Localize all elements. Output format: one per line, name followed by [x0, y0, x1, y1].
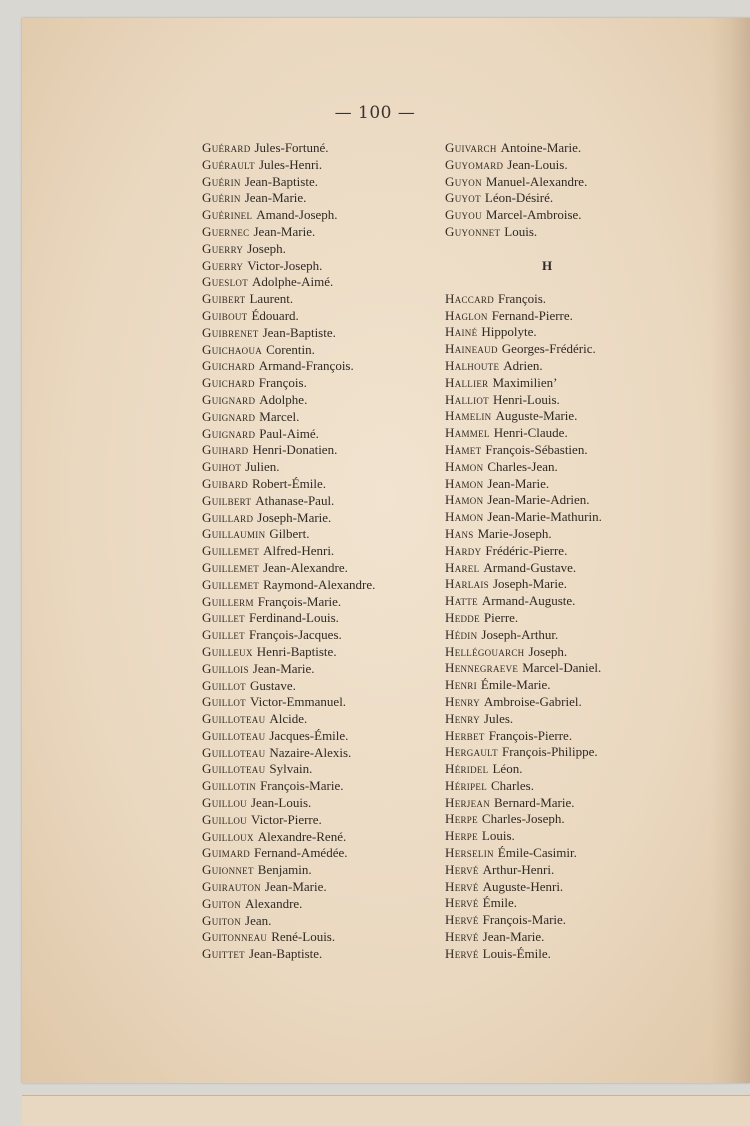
- entry-given-names: Léon.: [492, 761, 523, 777]
- name-entry: [202, 862, 437, 879]
- entry-given-names: François-Jacques.: [248, 627, 342, 643]
- entry-given-names: Joseph-Marie.: [257, 509, 332, 525]
- entry-surname: Guibrenet: [202, 324, 259, 340]
- entry-given-names: Ferdinand-Louis.: [248, 610, 339, 626]
- entry-surname: Héridel: [445, 761, 489, 777]
- name-entry: [445, 644, 685, 661]
- entry-surname: Hallier: [445, 374, 489, 390]
- name-entry: [202, 190, 437, 207]
- entry-given-names: Pierre.: [483, 609, 519, 625]
- entry-surname: Hamet: [445, 441, 482, 457]
- section-letter-h: H: [542, 257, 553, 273]
- entry-given-names: Corentin.: [266, 341, 315, 357]
- entry-given-names: Fernand-Amédée.: [254, 845, 348, 861]
- entry-given-names: Sylvain.: [269, 761, 313, 777]
- name-entry: [445, 174, 685, 191]
- name-entry: [445, 442, 685, 459]
- entry-surname: Guyot: [445, 190, 481, 206]
- entry-given-names: Henri-Louis.: [492, 391, 560, 407]
- entry-surname: Henry: [445, 693, 480, 709]
- left-column: [202, 140, 437, 963]
- name-entry: [445, 375, 685, 392]
- entry-surname: Guérinel: [202, 207, 253, 223]
- entry-surname: Hamon: [445, 475, 484, 491]
- entry-given-names: Laurent.: [249, 291, 294, 307]
- entry-given-names: Jean-Baptiste.: [248, 946, 323, 962]
- entry-given-names: Joseph-Marie.: [493, 576, 568, 592]
- name-entry: [445, 677, 685, 694]
- entry-given-names: Henri-Donatien.: [252, 442, 338, 458]
- entry-surname: Guillot: [202, 694, 246, 710]
- entry-surname: Guilbert: [202, 492, 252, 508]
- name-entry: [202, 946, 437, 963]
- entry-surname: Guilloteau: [202, 711, 266, 727]
- name-entry: [445, 543, 685, 560]
- name-entry: [445, 728, 685, 745]
- entry-given-names: Bernard-Marie.: [494, 794, 575, 810]
- entry-surname: Guiton: [202, 895, 242, 911]
- name-entry: [445, 224, 685, 241]
- name-entry: [202, 728, 437, 745]
- name-entry: [202, 409, 437, 426]
- name-entry: [445, 476, 685, 493]
- name-entry: [202, 761, 437, 778]
- name-entry: [445, 576, 685, 593]
- entry-surname: Guérin: [202, 173, 241, 189]
- name-entry: [445, 560, 685, 577]
- entry-given-names: Gilbert.: [269, 526, 310, 542]
- name-entry: [445, 744, 685, 761]
- entry-given-names: Jean-Baptiste.: [262, 324, 336, 340]
- entry-given-names: Hippolyte.: [481, 324, 537, 340]
- entry-given-names: Marie-Joseph.: [477, 525, 552, 541]
- entry-given-names: Jean-Marie.: [253, 223, 316, 239]
- entry-given-names: Antoine-Marie.: [500, 140, 582, 155]
- entry-surname: Guyon: [445, 173, 482, 189]
- entry-surname: Guiton: [202, 912, 242, 928]
- entry-surname: Guillemet: [202, 576, 260, 592]
- entry-surname: Hedde: [445, 609, 480, 625]
- entry-surname: Guernec: [202, 223, 250, 239]
- name-entry: [445, 912, 685, 929]
- name-entry: [445, 627, 685, 644]
- entry-surname: Hellégouarch: [445, 643, 525, 659]
- entry-surname: Hennegraeve: [445, 660, 519, 676]
- entry-given-names: Alcide.: [269, 711, 308, 727]
- entry-surname: Guilloteau: [202, 761, 266, 777]
- name-entry: [202, 224, 437, 241]
- entry-given-names: Frédéric-Pierre.: [485, 542, 568, 558]
- entry-surname: Henry: [445, 710, 480, 726]
- name-entry: [445, 929, 685, 946]
- name-entry: [202, 694, 437, 711]
- name-entry: [202, 594, 437, 611]
- entry-surname: Harel: [445, 559, 480, 575]
- entry-surname: Herjean: [445, 794, 490, 810]
- entry-given-names: Jean-Marie-Mathurin.: [487, 509, 602, 525]
- name-entry: [202, 207, 437, 224]
- name-entry: [202, 258, 437, 275]
- name-entry: [202, 476, 437, 493]
- name-entry: [445, 761, 685, 778]
- entry-given-names: Louis.: [504, 223, 538, 239]
- right-column-g-entries: [445, 140, 685, 241]
- entry-given-names: Jacques-Émile.: [269, 727, 349, 743]
- entry-given-names: Jean-Marie.: [482, 929, 545, 945]
- entry-given-names: Émile-Marie.: [480, 677, 551, 693]
- name-entry: [202, 140, 437, 157]
- entry-surname: Herpe: [445, 811, 478, 827]
- name-entry: [202, 526, 437, 543]
- entry-given-names: Jean.: [245, 912, 272, 928]
- name-entry: [202, 879, 437, 896]
- name-entry: [202, 510, 437, 527]
- entry-given-names: François-Sébastien.: [485, 441, 588, 457]
- entry-given-names: Amand-Joseph.: [256, 207, 338, 223]
- entry-surname: Hamon: [445, 509, 484, 525]
- entry-surname: Guérard: [202, 140, 251, 155]
- name-entry: [202, 929, 437, 946]
- entry-given-names: Robert-Émile.: [252, 475, 327, 491]
- name-entry: [445, 610, 685, 627]
- name-entry: [445, 879, 685, 896]
- entry-given-names: Adolphe-Aimé.: [252, 274, 334, 290]
- name-entry: [202, 812, 437, 829]
- entry-surname: Guillet: [202, 610, 245, 626]
- entry-surname: Guichaoua: [202, 341, 263, 357]
- name-entry: [445, 660, 685, 677]
- name-entry: [202, 913, 437, 930]
- entry-surname: Hamelin: [445, 408, 492, 424]
- entry-given-names: François.: [258, 375, 307, 391]
- entry-surname: Harlais: [445, 576, 489, 592]
- entry-given-names: Léon-Désiré.: [484, 190, 554, 206]
- entry-given-names: Joseph-Arthur.: [481, 626, 559, 642]
- name-entry: [445, 157, 685, 174]
- entry-given-names: Jean-Marie.: [487, 475, 550, 491]
- entry-given-names: Adrien.: [503, 357, 543, 373]
- name-entry: [202, 678, 437, 695]
- entry-given-names: François-Marie.: [482, 912, 567, 928]
- name-entry: [445, 895, 685, 912]
- entry-given-names: Charles-Joseph.: [481, 811, 565, 827]
- entry-given-names: Arthur-Henri.: [482, 861, 555, 877]
- entry-given-names: Armand-Gustave.: [483, 559, 577, 575]
- entry-surname: Guillois: [202, 660, 249, 676]
- name-entry: [202, 610, 437, 627]
- entry-surname: Halhoute: [445, 357, 500, 373]
- entry-surname: Guillot: [202, 677, 246, 693]
- name-entry: [202, 442, 437, 459]
- name-entry: [202, 644, 437, 661]
- name-entry: [202, 358, 437, 375]
- entry-surname: Hervé: [445, 895, 479, 911]
- entry-given-names: René-Louis.: [271, 929, 336, 945]
- entry-surname: Guihard: [202, 442, 249, 458]
- entry-given-names: Adolphe.: [259, 391, 308, 407]
- entry-surname: Guignard: [202, 391, 256, 407]
- name-entry: [202, 543, 437, 560]
- entry-surname: Hervé: [445, 929, 479, 945]
- entry-given-names: Jean-Marie.: [244, 190, 307, 206]
- name-entry: [445, 308, 685, 325]
- page-number: — 100 —: [334, 103, 416, 123]
- name-entry: [445, 946, 685, 963]
- entry-surname: Guihot: [202, 459, 242, 475]
- name-entry: [202, 711, 437, 728]
- name-entry: [202, 459, 437, 476]
- name-entry: [202, 157, 437, 174]
- entry-given-names: Charles-Jean.: [487, 458, 558, 474]
- entry-surname: Henri: [445, 677, 477, 693]
- entry-surname: Guittet: [202, 946, 245, 962]
- name-entry: [202, 392, 437, 409]
- entry-given-names: Louis-Émile.: [482, 945, 551, 961]
- page-fold-shadow: [710, 18, 750, 1083]
- entry-given-names: François-Marie.: [260, 778, 344, 794]
- entry-given-names: Ambroise-Gabriel.: [483, 693, 582, 709]
- entry-given-names: François-Marie.: [257, 593, 342, 609]
- name-entry: [202, 627, 437, 644]
- entry-given-names: Louis.: [481, 828, 515, 844]
- name-entry: [445, 778, 685, 795]
- name-entry: [202, 577, 437, 594]
- entry-surname: Guichard: [202, 375, 255, 391]
- name-entry: [445, 828, 685, 845]
- entry-given-names: Alfred-Henri.: [263, 543, 335, 559]
- entry-surname: Gueslot: [202, 274, 248, 290]
- name-entry: [202, 375, 437, 392]
- entry-surname: Guilleux: [202, 643, 253, 659]
- name-entry: [445, 845, 685, 862]
- entry-surname: Hervé: [445, 945, 479, 961]
- entry-surname: Hatte: [445, 593, 478, 609]
- entry-surname: Guillard: [202, 509, 254, 525]
- name-entry: [445, 358, 685, 375]
- entry-given-names: Marcel-Daniel.: [522, 660, 602, 676]
- name-entry: [202, 745, 437, 762]
- entry-surname: Guillerm: [202, 593, 254, 609]
- name-entry: [445, 862, 685, 879]
- name-entry: [202, 845, 437, 862]
- entry-surname: Guignard: [202, 408, 256, 424]
- entry-surname: Guilloux: [202, 828, 254, 844]
- name-entry: [445, 459, 685, 476]
- entry-given-names: Jules.: [483, 710, 514, 726]
- name-entry: [202, 426, 437, 443]
- name-entry: [445, 425, 685, 442]
- entry-given-names: Marcel.: [259, 408, 300, 424]
- entry-given-names: Manuel-Alexandre.: [485, 173, 588, 189]
- entry-surname: Guillou: [202, 811, 247, 827]
- name-entry: [202, 661, 437, 678]
- entry-given-names: Benjamin.: [257, 862, 312, 878]
- entry-surname: Haccard: [445, 290, 494, 306]
- name-entry: [445, 207, 685, 224]
- entry-surname: Guillotin: [202, 778, 257, 794]
- entry-surname: Hammel: [445, 425, 490, 441]
- name-entry: [202, 325, 437, 342]
- name-entry: [445, 509, 685, 526]
- name-entry: [445, 291, 685, 308]
- entry-given-names: Charles.: [491, 777, 534, 793]
- entry-given-names: Auguste-Marie.: [495, 408, 578, 424]
- entry-given-names: Alexandre-René.: [257, 828, 347, 844]
- entry-surname: Hainé: [445, 324, 478, 340]
- entry-surname: Halliot: [445, 391, 489, 407]
- entry-surname: Guitonneau: [202, 929, 268, 945]
- entry-surname: Guillou: [202, 795, 247, 811]
- name-entry: [202, 896, 437, 913]
- entry-given-names: Paul-Aimé.: [259, 425, 319, 441]
- entry-surname: Guillemet: [202, 543, 260, 559]
- entry-given-names: Fernand-Pierre.: [491, 307, 573, 323]
- entry-surname: Guyomard: [445, 156, 504, 172]
- entry-surname: Guillaumin: [202, 526, 266, 542]
- right-column-h-entries: [445, 291, 685, 963]
- entry-surname: Hervé: [445, 878, 479, 894]
- entry-surname: Herselin: [445, 845, 494, 861]
- name-entry: [202, 560, 437, 577]
- name-entry: [202, 493, 437, 510]
- entry-surname: Guyonnet: [445, 223, 501, 239]
- entry-surname: Guillet: [202, 627, 245, 643]
- name-entry: [445, 711, 685, 728]
- entry-given-names: Jean-Louis.: [507, 156, 568, 172]
- entry-given-names: Jean-Marie.: [252, 660, 315, 676]
- entry-given-names: Victor-Emmanuel.: [249, 694, 347, 710]
- entry-surname: Guimard: [202, 845, 250, 861]
- entry-surname: Guilloteau: [202, 727, 266, 743]
- name-entry: [445, 811, 685, 828]
- entry-given-names: Maximilien’: [492, 374, 558, 390]
- entry-surname: Guerry: [202, 240, 244, 256]
- entry-given-names: Jean-Marie-Adrien.: [487, 492, 590, 508]
- entry-surname: Guillemet: [202, 559, 260, 575]
- entry-given-names: Julien.: [245, 459, 280, 475]
- entry-surname: Haineaud: [445, 341, 498, 357]
- entry-given-names: Armand-Auguste.: [481, 593, 576, 609]
- name-entry: [445, 324, 685, 341]
- name-entry: [202, 291, 437, 308]
- entry-surname: Haglon: [445, 307, 488, 323]
- name-entry: [202, 829, 437, 846]
- entry-surname: Guibert: [202, 291, 246, 307]
- entry-surname: Guichard: [202, 358, 255, 374]
- entry-given-names: Marcel-Ambroise.: [485, 207, 582, 223]
- entry-surname: Hardy: [445, 542, 482, 558]
- name-entry: [445, 140, 685, 157]
- entry-given-names: Alexandre.: [245, 895, 303, 911]
- entry-given-names: François-Philippe.: [501, 744, 598, 760]
- entry-surname: Guérault: [202, 156, 255, 172]
- entry-surname: Hamon: [445, 492, 484, 508]
- name-entry: [445, 392, 685, 409]
- entry-given-names: Joseph.: [247, 240, 286, 256]
- entry-given-names: Nazaire-Alexis.: [269, 744, 352, 760]
- entry-surname: Guionnet: [202, 862, 254, 878]
- entry-surname: Guyou: [445, 207, 482, 223]
- entry-surname: Guignard: [202, 425, 256, 441]
- entry-given-names: Jules-Fortuné.: [254, 140, 329, 155]
- name-entry: [202, 795, 437, 812]
- entry-given-names: François-Pierre.: [488, 727, 573, 743]
- entry-given-names: Gustave.: [249, 677, 296, 693]
- entry-given-names: Jean-Baptiste.: [244, 173, 318, 189]
- name-entry: [202, 174, 437, 191]
- name-entry: [445, 526, 685, 543]
- entry-surname: Guirauton: [202, 879, 261, 895]
- entry-surname: Hans: [445, 525, 474, 541]
- entry-surname: Herbet: [445, 727, 485, 743]
- entry-given-names: Athanase-Paul.: [255, 492, 335, 508]
- entry-surname: Guerry: [202, 257, 244, 273]
- name-entry: [445, 795, 685, 812]
- entry-given-names: Émile-Casimir.: [497, 845, 577, 861]
- right-column: [445, 140, 685, 963]
- entry-given-names: Armand-François.: [258, 358, 354, 374]
- name-entry: [202, 241, 437, 258]
- entry-given-names: Jean-Marie.: [264, 879, 327, 895]
- name-entry: [445, 492, 685, 509]
- entry-given-names: Victor-Pierre.: [250, 811, 322, 827]
- entry-given-names: François.: [498, 290, 547, 306]
- next-page-edge: [22, 1095, 750, 1126]
- entry-given-names: Jean-Alexandre.: [263, 559, 348, 575]
- entry-given-names: Auguste-Henri.: [482, 878, 564, 894]
- entry-given-names: Jules-Henri.: [258, 156, 323, 172]
- name-entry: [445, 341, 685, 358]
- name-entry: [202, 274, 437, 291]
- entry-surname: Guérin: [202, 190, 241, 206]
- name-entry: [202, 308, 437, 325]
- entry-given-names: Joseph.: [528, 643, 568, 659]
- entry-surname: Hervé: [445, 912, 479, 928]
- entry-surname: Herpe: [445, 828, 478, 844]
- entry-surname: Hamon: [445, 458, 484, 474]
- entry-surname: Guilloteau: [202, 744, 266, 760]
- entry-given-names: Émile.: [482, 895, 517, 911]
- name-entry: [202, 342, 437, 359]
- entry-given-names: Henri-Baptiste.: [256, 643, 337, 659]
- entry-given-names: Georges-Frédéric.: [501, 341, 596, 357]
- entry-surname: Hergault: [445, 744, 498, 760]
- entry-surname: Guivarch: [445, 140, 497, 155]
- entry-given-names: Raymond-Alexandre.: [263, 576, 376, 592]
- name-entry: [445, 190, 685, 207]
- entry-surname: Guibout: [202, 307, 248, 323]
- entry-given-names: Édouard.: [251, 307, 299, 323]
- entry-surname: Guibard: [202, 475, 248, 491]
- entry-given-names: Jean-Louis.: [250, 795, 312, 811]
- name-entry: [445, 408, 685, 425]
- entry-surname: Héripel: [445, 777, 487, 793]
- entry-given-names: Victor-Joseph.: [247, 257, 323, 273]
- entry-given-names: Henri-Claude.: [493, 425, 568, 441]
- entry-surname: Hervé: [445, 861, 479, 877]
- name-entry: [445, 694, 685, 711]
- entry-surname: Hédin: [445, 626, 478, 642]
- name-entry: [445, 593, 685, 610]
- name-entry: [202, 778, 437, 795]
